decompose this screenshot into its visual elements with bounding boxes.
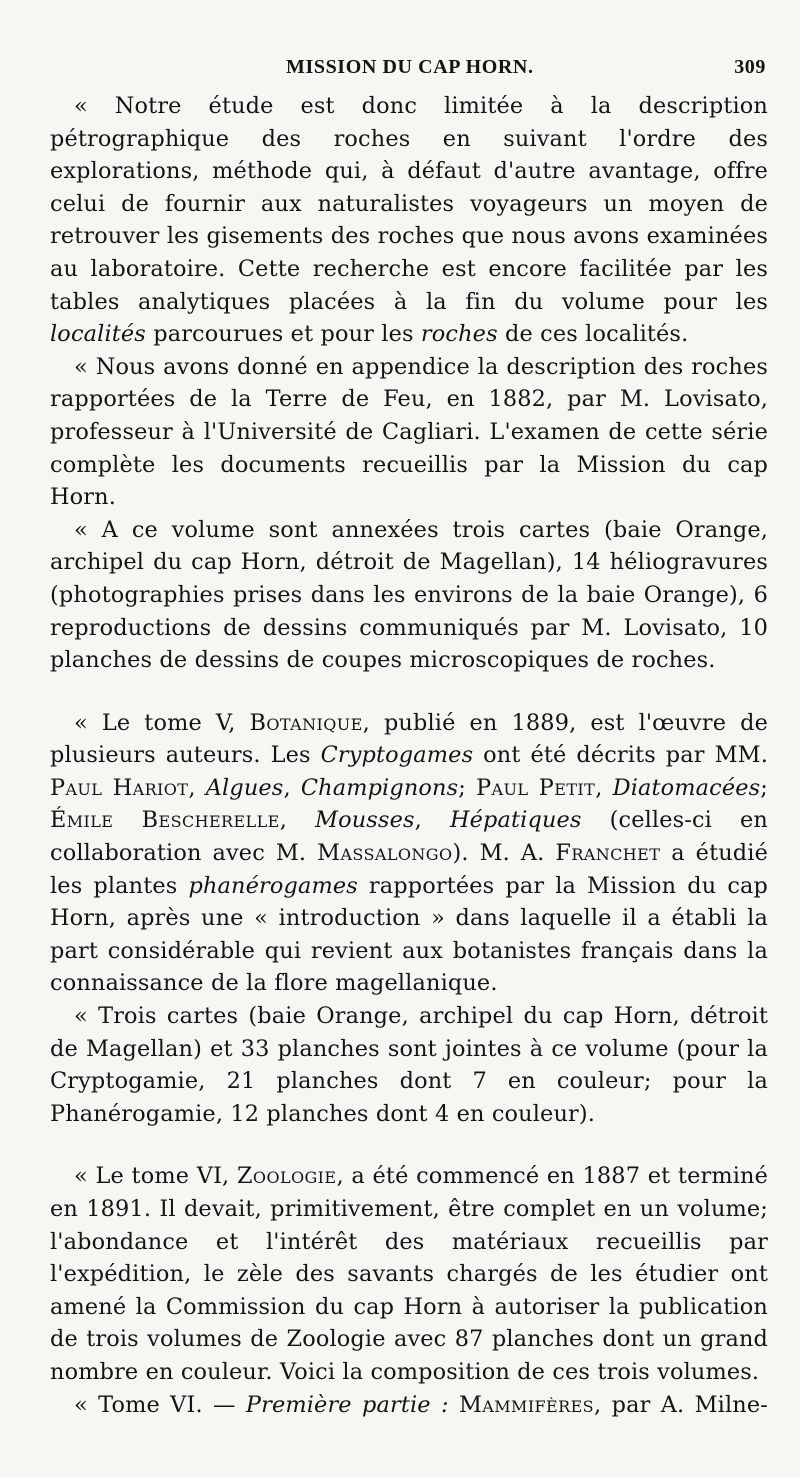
paragraph <box>50 1160 768 1388</box>
text-segment: ; <box>458 774 477 801</box>
paragraph <box>50 707 768 1000</box>
text-segment: « Tome VI. — <box>74 1391 246 1418</box>
small-caps-text: Franchet <box>555 840 661 867</box>
text-segment: « A ce volume sont annexées trois cartes (baie Orange, archipel du cap Horn, détroit de Magellan), 14 héliogravures (photographies prises dans les environs de la baie Orange), 6 reproductions de dessins communiqués par M. Lovisato, 10 planches de dessins de coupes microscopiques de roches. <box>50 516 768 674</box>
italic-text: Algues <box>205 774 284 801</box>
text-segment: « Le tome V, <box>74 709 250 736</box>
book-page <box>50 50 768 1421</box>
text-segment: , <box>414 807 450 834</box>
text-segment: ont été décrits par MM. <box>473 742 768 769</box>
italic-text: Champignons <box>300 774 459 801</box>
italic-text: Cryptogames <box>320 742 474 769</box>
italic-text: Diatomacées <box>612 774 761 801</box>
text-segment: , <box>283 774 301 801</box>
text-segment <box>449 1392 459 1418</box>
paragraph <box>50 90 768 351</box>
italic-text: Mousses <box>315 807 415 834</box>
text-segment: , a été commencé en 1887 et terminé en 1891. Il devait, primitivement, être complet en un volume; l'abondance et l'intérêt des matériaux recueillis par l'expédition, le zèle des savants chargés de les étudier ont amené la Commission du cap Horn à autoriser la publication de trois volumes de Zoologie avec 87 planches dont un grand nombre en couleur. Voici la composition de ces trois volumes. <box>50 1163 768 1385</box>
paragraph-gap <box>50 677 768 707</box>
running-title: MISSION DU CAP HORN. <box>286 56 534 78</box>
page-number: 309 <box>734 56 766 78</box>
text-segment: , <box>279 807 316 834</box>
text-segment: (celles-ci en collaboration avec M. <box>50 807 768 867</box>
paragraph <box>50 514 768 677</box>
text-segment: ). M. A. <box>452 840 556 867</box>
text-segment: , par A. Milne- <box>594 1391 768 1418</box>
text-segment: rapportées par la Mission du cap Horn, après une « introduction » dans laquelle il a établi la part considérable qui revient aux botanistes français dans la connaissance de la flore magellanique. <box>50 872 768 997</box>
text-segment: parcourues et pour les <box>145 321 421 348</box>
text-segment: « Trois cartes (baie Orange, archipel du cap Horn, détroit de Magellan) et 33 planches sont jointes à ce volume (pour la Cryptogamie, 21 planches dont 7 en couleur; pour la Phanérogamie, 12 planches dont 4 en couleur). <box>50 1003 768 1127</box>
text-segment: « Le tome VI, <box>74 1163 237 1190</box>
italic-text: Première partie : <box>245 1391 449 1418</box>
small-caps-text: Zoologie <box>236 1163 337 1190</box>
text-segment: , <box>595 774 613 801</box>
small-caps-text: Botanique <box>249 709 363 736</box>
paragraph <box>50 1000 768 1130</box>
small-caps-text: Paul Hariot <box>50 774 189 801</box>
paragraph-gap <box>50 1130 768 1160</box>
text-segment: , publié en 1889, est l'œuvre de plusieurs auteurs. Les <box>50 709 768 769</box>
paragraph <box>50 351 768 514</box>
paragraph <box>50 1389 768 1422</box>
italic-text: roches <box>420 321 498 348</box>
text-segment: a étudié les plantes <box>50 840 768 899</box>
text-segment: , <box>188 774 206 801</box>
body-text <box>50 90 768 1421</box>
small-caps-text: Mammifères <box>458 1391 595 1418</box>
small-caps-text: Émile Bescherelle <box>50 807 280 834</box>
italic-text: localités <box>50 321 146 348</box>
text-segment: de ces localités. <box>497 321 689 348</box>
text-segment: « Nous avons donné en appendice la description des roches rapportées de la Terre de Feu, en 1882, par M. Lovisato, professeur à l'Université de Cagliari. L'examen de cette série complète les documents recueillis par la Mission du cap Horn. <box>50 353 768 511</box>
text-segment: ; <box>760 774 768 801</box>
text-segment: « Notre étude est donc limitée à la description pétrographique des roches en suivant l'ordre des explorations, méthode qui, à défaut d'autre avantage, offre celui de fournir aux naturalistes voyageurs un moyen de retrouver les gisements des roches que nous avons examinées au laboratoire. Cette recherche est encore facilitée par les tables analytiques placées à la fin du volume pour les <box>50 93 768 315</box>
italic-text: Hépatiques <box>449 807 582 834</box>
small-caps-text: Massalongo <box>317 840 453 867</box>
page-header <box>50 50 768 90</box>
small-caps-text: Paul Petit <box>476 774 596 801</box>
italic-text: phanérogames <box>188 872 358 899</box>
